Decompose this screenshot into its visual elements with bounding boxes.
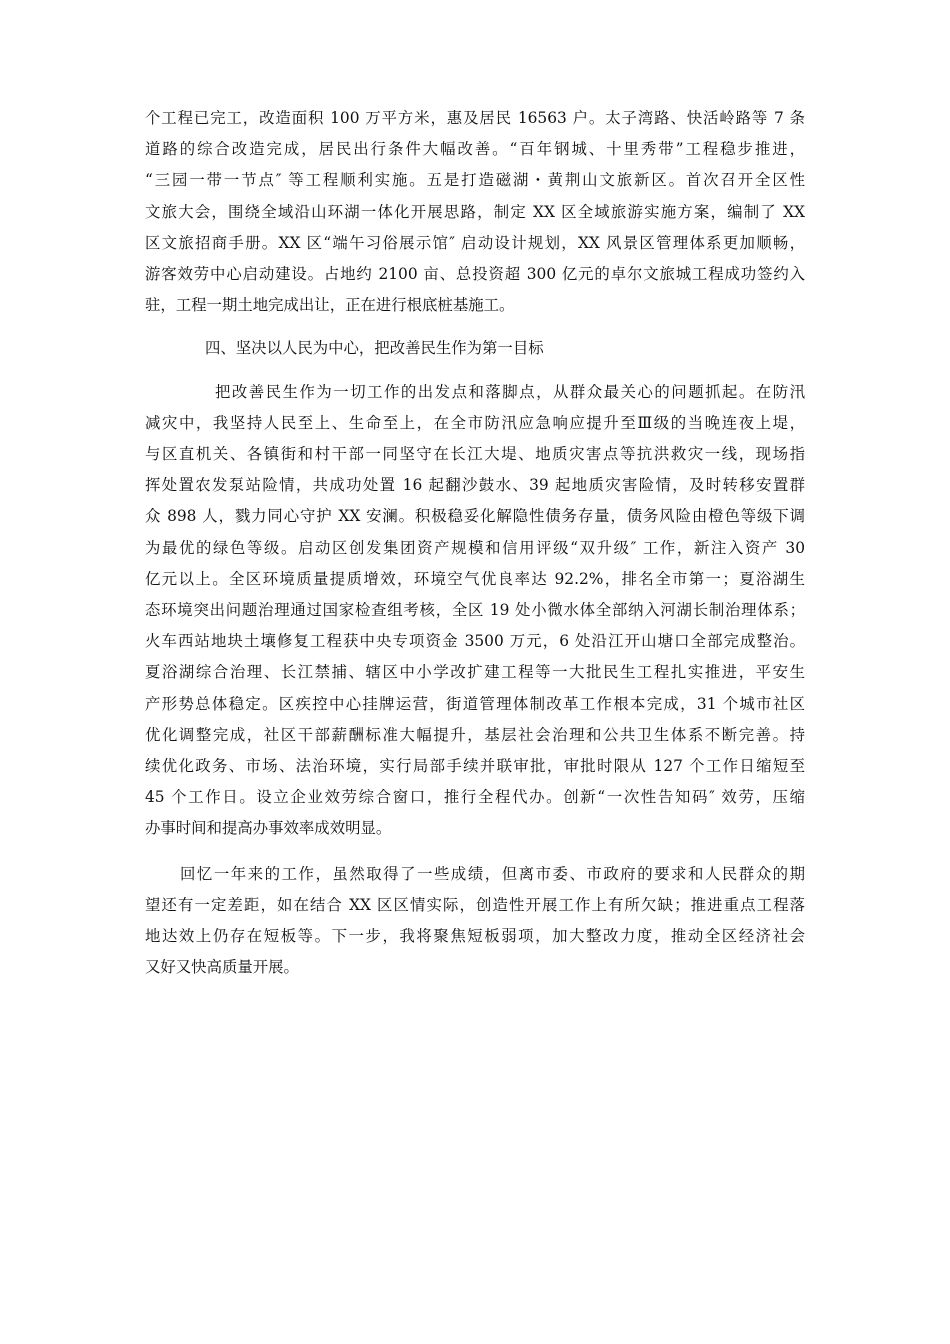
paragraph-review — [145, 859, 805, 984]
paragraph-spacer — [145, 321, 805, 333]
text-line: 众 898 人，戮力同心守护 XX 安澜。积极稳妥化解隐性债务存量，债务风险由橙色等级下调 — [145, 507, 805, 526]
text-line: 产形势总体稳定。区疾控中心挂牌运营，街道管理体制改革工作根本完成，31 个城市社区 — [145, 694, 805, 713]
text-line: 45 个工作日。设立企业效劳综合窗口，推行全程代办。创新“一次性告知码″ 效劳，压缩 — [145, 788, 805, 807]
text-line: 文旅大会，围绕全域沿山环湖一体化开展思路，制定 XX 区全域旅游实施方案，编制了 XX — [145, 202, 805, 221]
text-line: 为最优的绿色等级。启动区创发集团资产规模和信用评级“双升级″ 工作，新注入资产 30 — [145, 538, 805, 557]
document-body — [145, 103, 805, 983]
paragraph-spacer — [145, 365, 805, 377]
text-line: 与区直机关、各镇街和村干部一同坚守在长江大堤、地质灾害点等抗洪救灾一线，现场指 — [145, 445, 805, 464]
text-line: 火车西站地块土壤修复工程获中央专项资金 3500 万元，6 处沿江开山塘口全部完成整治。 — [145, 632, 805, 651]
text-line: 回忆一年来的工作，虽然取得了一些成绩，但离市委、市政府的要求和人民群众的期 — [180, 864, 805, 883]
paragraph-spacer — [145, 845, 805, 859]
text-line: 把改善民生作为一切工作的出发点和落脚点，从群众最关心的问题抓起。在防汛 — [215, 382, 805, 401]
paragraph-projects — [145, 103, 805, 321]
text-line: 望还有一定差距，如在结合 XX 区区情实际，创造性开展工作上有所欠缺；推进重点工程落 — [145, 895, 805, 914]
text-line: 区文旅招商手册。XX 区“端午习俗展示馆″ 启动设计规划，XX 风景区管理体系更加顺畅， — [145, 233, 805, 252]
text-line: “三园一带一节点″ 等工程顺利实施。五是打造磁湖・黄荆山文旅新区。首次召开全区性 — [145, 171, 805, 190]
text-line: 续优化政务、市场、法治环境，实行局部手续并联审批，审批时限从 127 个工作日缩短至 — [145, 757, 805, 776]
text-line: 又好又快高质量开展。 — [145, 958, 299, 977]
text-line: 态环境突出问题治理通过国家检查组考核，全区 19 处小微水体全部纳入河湖长制治理体系； — [145, 601, 805, 620]
text-line: 夏浴湖综合治理、长江禁捕、辖区中小学改扩建工程等一大批民生工程扎实推进，平安生 — [145, 663, 805, 682]
text-line: 减灾中，我坚持人民至上、生命至上，在全市防汛应急响应提升至Ⅲ级的当晚连夜上堤， — [145, 413, 805, 432]
text-line: 道路的综合改造完成，居民出行条件大幅改善。“百年钢城、十里秀带”工程稳步推进， — [145, 140, 805, 159]
text-line: 办事时间和提高办事效率成效明显。 — [145, 819, 392, 838]
paragraph-livelihood — [145, 377, 805, 845]
text-line: 优化调整完成，社区干部薪酬标准大幅提升，基层社会治理和公共卫生体系不断完善。持 — [145, 725, 805, 744]
section-heading: 四、坚决以人民为中心，把改善民生作为第一目标 — [205, 339, 544, 358]
text-line: 个工程已完工，改造面积 100 万平方米，惠及居民 16563 户。太子湾路、快活岭路等 7 条 — [145, 109, 805, 127]
text-line: 驻，工程一期土地完成出让，正在进行根底桩基施工。 — [145, 296, 515, 315]
text-line: 亿元以上。全区环境质量提质增效，环境空气优良率达 92.2%，排名全市第一；夏浴湖生 — [145, 569, 805, 588]
text-line: 地达效上仍存在短板等。下一步，我将聚焦短板弱项，加大整改力度，推动全区经济社会 — [145, 927, 805, 946]
text-line: 游客效劳中心启动建设。占地约 2100 亩、总投资超 300 亿元的卓尔文旅城工程成功签约入 — [145, 265, 805, 284]
text-line: 挥处置农发泵站险情，共成功处置 16 起翻沙鼓水、39 起地质灾害险情，及时转移安置群 — [145, 476, 805, 495]
